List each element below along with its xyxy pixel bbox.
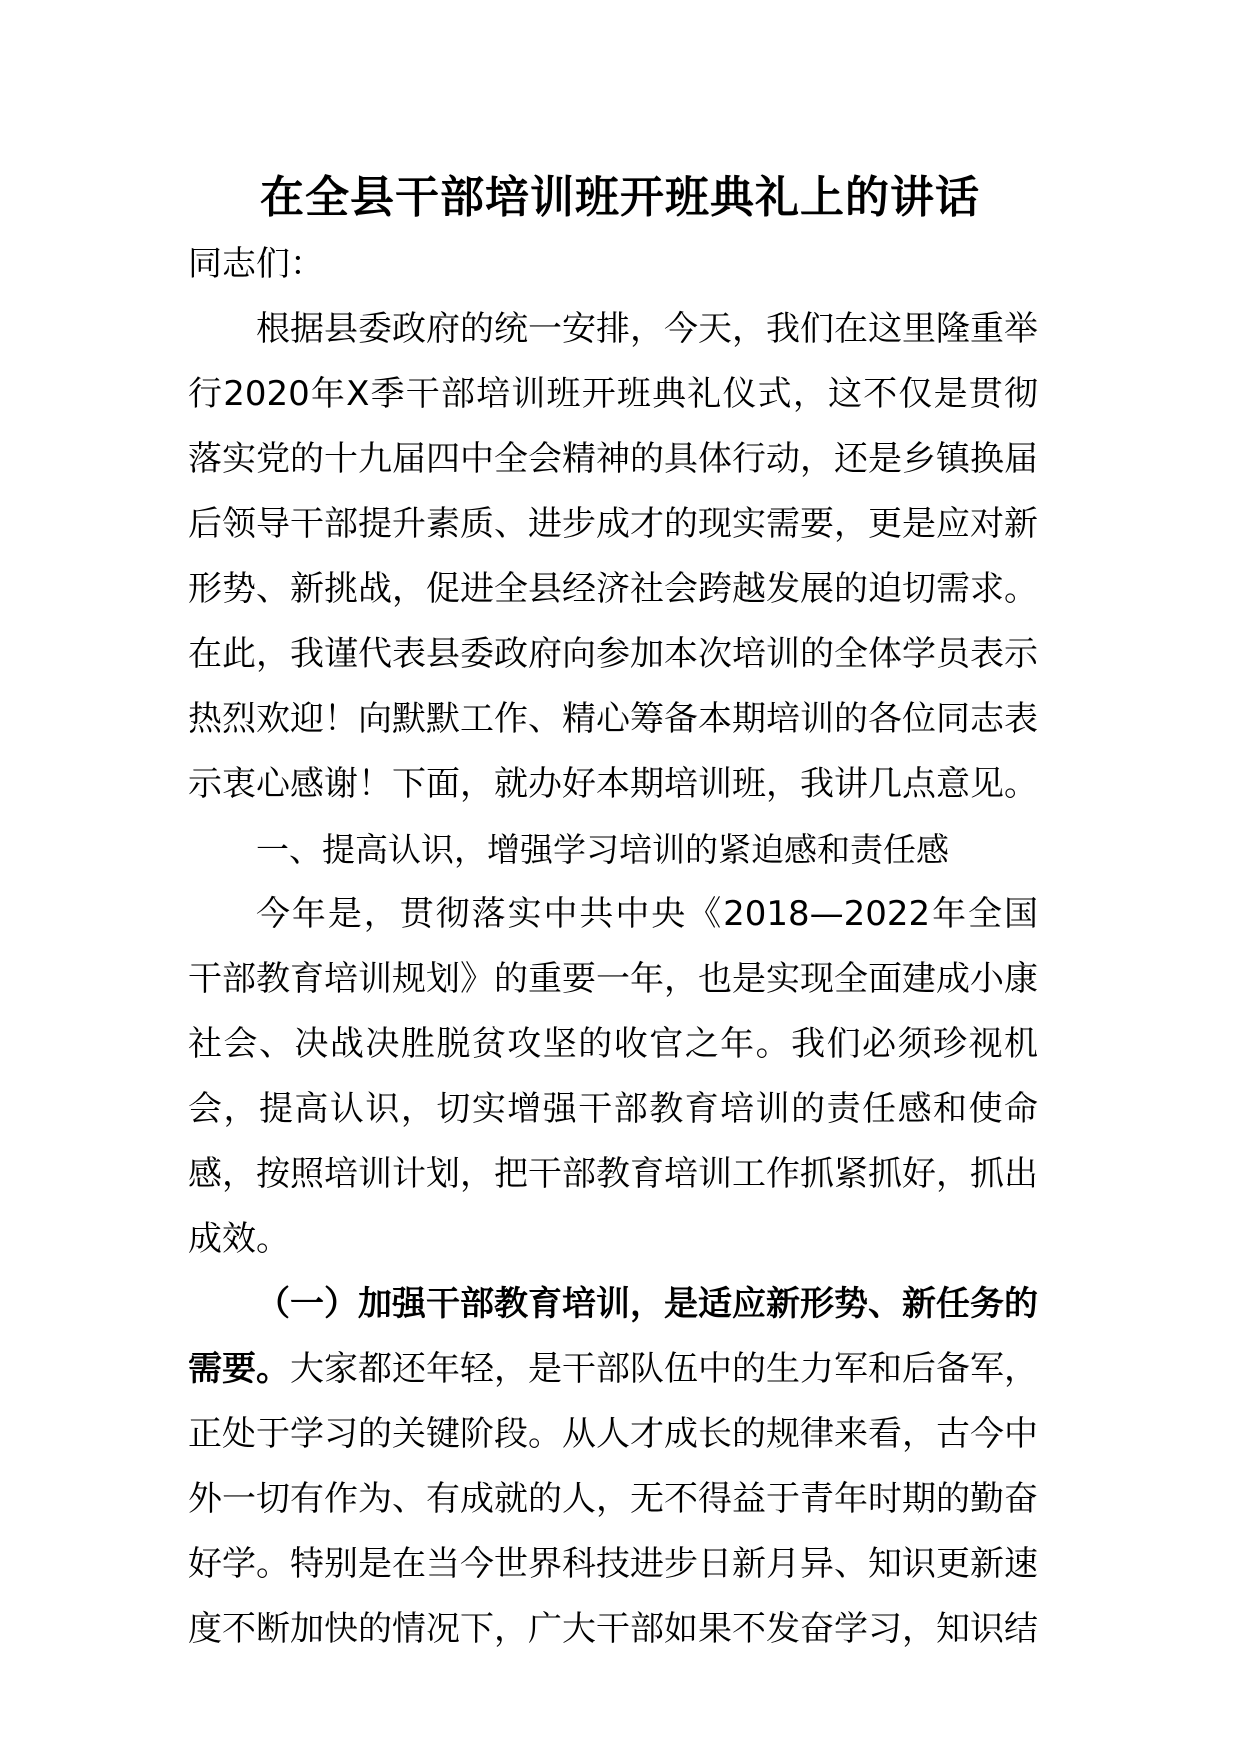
intro-paragraph: 根据县委政府的统一安排，今天，我们在这里隆重举行2020年X季干部培训班开班典礼仪式，这不仅是贯彻落实党的十九届四中全会精神的具体行动，还是乡镇换届后领导干部提升素质、进步成才的现实需要，更是应对新形势、新挑战，促进全县经济社会跨越发展的迫切需求。在此，我谨代表县委政府向参加本次培训的全体学员表示热烈欢迎！向默默工作、精心筹备本期培训的各位同志表示衷心感谢！下面，就办好本期培训班，我讲几点意见。 [188,309,1038,804]
subsection-paragraph [188,1272,1038,1662]
subsection-text: 大家都还年轻，是干部队伍中的生力军和后备军，正处于学习的关键阶段。从人才成长的规律来看，古今中外一切有作为、有成就的人，无不得益于青年时期的勤奋好学。特别是在当今世界科技进步日新月异、知识更新速度不断加快的情况下，广大干部如果不发奋学习，知识结 [188,1349,1038,1649]
greeting: 同志们： [188,244,324,284]
document-body [188,232,1038,1662]
section-paragraph: 今年是，贯彻落实中共中央《2018—2022年全国干部教育培训规划》的重要一年，也是实现全面建成小康社会、决战决胜脱贫攻坚的收官之年。我们必须珍视机会，提高认识，切实增强干部教育培训的责任感和使命感，按照培训计划，把干部教育培训工作抓紧抓好，抓出成效。 [188,894,1038,1259]
section-heading: 一、提高认识，增强学习培训的紧迫感和责任感 [256,830,949,869]
subsection-heading: （一）加强干部教育培训，是适应新形势、新任务的需要。 [188,1284,1038,1389]
document-title: 在全县干部培训班开班典礼上的讲话 [260,172,980,223]
